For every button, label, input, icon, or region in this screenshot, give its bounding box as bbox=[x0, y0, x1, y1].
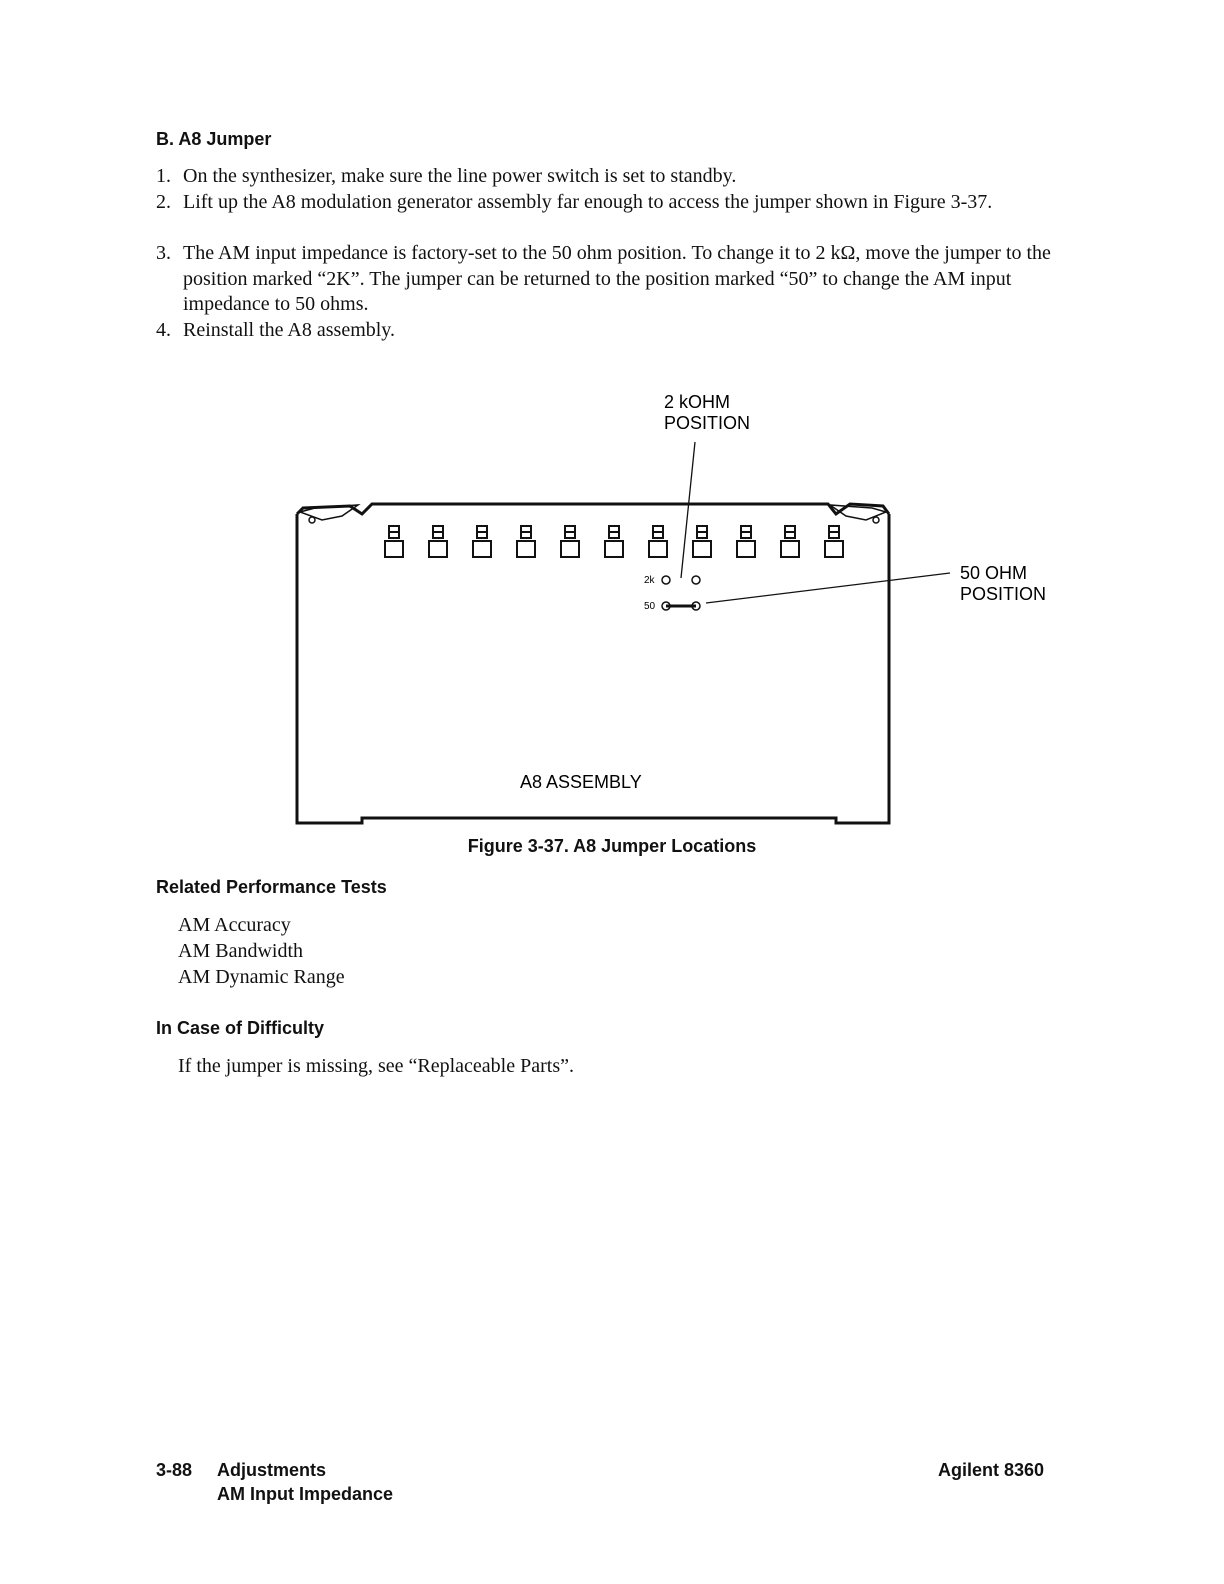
connector-body bbox=[649, 541, 667, 557]
connector-body bbox=[429, 541, 447, 557]
step-number: 1. bbox=[156, 165, 171, 187]
step-2 bbox=[156, 190, 1056, 216]
connector-body bbox=[781, 541, 799, 557]
connector-row bbox=[385, 526, 843, 557]
footer-product: Agilent 8360 bbox=[938, 1460, 1045, 1480]
difficulty-text: If the jumper is missing, see “Replaceable Parts”. bbox=[178, 1055, 574, 1077]
connector-body bbox=[517, 541, 535, 557]
step-number: 3. bbox=[156, 242, 171, 264]
step-number: 2. bbox=[156, 191, 171, 213]
figure-caption: Figure 3-37. A8 Jumper Locations bbox=[467, 836, 757, 856]
connector-body bbox=[385, 541, 403, 557]
connector-body bbox=[473, 541, 491, 557]
related-test-item: AM Accuracy bbox=[178, 914, 291, 936]
step-text: Reinstall the A8 assembly. bbox=[183, 319, 396, 341]
pin-2k-a bbox=[662, 576, 670, 584]
corner-tabs bbox=[300, 505, 886, 523]
step-number: 4. bbox=[156, 319, 171, 341]
connector-body bbox=[693, 541, 711, 557]
step-text: Lift up the A8 modulation generator assembly far enough to access the jumper shown in Figure 3-37. bbox=[183, 191, 993, 213]
assembly-label: A8 ASSEMBLY bbox=[520, 772, 642, 792]
label-2k-line2: POSITION bbox=[664, 413, 751, 433]
related-test-item: AM Dynamic Range bbox=[178, 966, 345, 988]
step-3 bbox=[156, 241, 1056, 318]
difficulty-heading: In Case of Difficulty bbox=[156, 1018, 325, 1038]
step-4 bbox=[156, 318, 1056, 344]
section-heading: B. A8 Jumper bbox=[156, 129, 272, 149]
connector-body bbox=[825, 541, 843, 557]
jumper-figure bbox=[150, 380, 1070, 840]
connector-body bbox=[737, 541, 755, 557]
a8-assembly-diagram bbox=[150, 380, 1070, 840]
connector-body bbox=[561, 541, 579, 557]
pin-label-50: 50 bbox=[644, 601, 656, 612]
label-50-line1: 50 OHM bbox=[960, 563, 1028, 583]
footer-section: AM Input Impedance bbox=[217, 1484, 394, 1504]
connector-body bbox=[605, 541, 623, 557]
related-tests-heading: Related Performance Tests bbox=[156, 877, 387, 897]
label-2k-line1: 2 kOHM bbox=[664, 392, 731, 412]
leader-50 bbox=[706, 573, 950, 603]
related-test-item: AM Bandwidth bbox=[178, 940, 303, 962]
footer-chapter: Adjustments bbox=[217, 1460, 327, 1480]
step-text: On the synthesizer, make sure the line power switch is set to standby. bbox=[183, 165, 737, 187]
step-text: The AM input impedance is factory-set to the 50 ohm position. To change it to 2 kΩ, move the jumper to the position marked “2K”. The jumper can be returned to the position marked “50” to change the AM input impedance to 50 ohms. bbox=[183, 242, 1051, 315]
step-1 bbox=[156, 164, 1056, 190]
pin-2k-b bbox=[692, 576, 700, 584]
footer-page-number: 3-88 bbox=[156, 1460, 193, 1480]
label-50-line2: POSITION bbox=[960, 584, 1047, 604]
pin-label-2k: 2k bbox=[644, 575, 655, 586]
